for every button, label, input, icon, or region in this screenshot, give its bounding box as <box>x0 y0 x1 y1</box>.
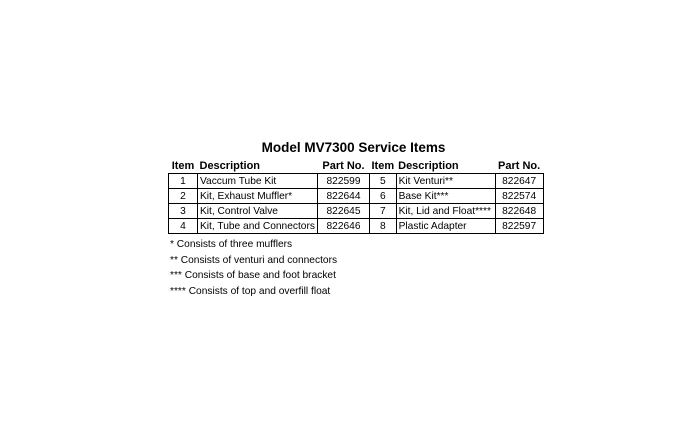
footnote: ** Consists of venturi and connectors <box>170 254 338 266</box>
item-number: 8 <box>370 219 397 234</box>
item-number: 2 <box>169 189 198 204</box>
header-part-no-2: Part No. <box>498 159 541 172</box>
item-description: Kit, Control Valve <box>198 204 318 219</box>
part-number: 822645 <box>318 204 370 219</box>
item-number: 1 <box>169 174 198 189</box>
part-number: 822646 <box>318 219 370 234</box>
page-title: Model MV7300 Service Items <box>261 140 446 155</box>
part-number: 822599 <box>318 174 370 189</box>
part-number: 822647 <box>495 174 543 189</box>
item-number: 7 <box>370 204 397 219</box>
header-description: Description <box>199 159 261 172</box>
footnote: *** Consists of base and foot bracket <box>170 270 336 281</box>
table-row <box>169 219 544 234</box>
item-description: Vaccum Tube Kit <box>198 174 318 189</box>
item-description: Kit, Tube and Connectors <box>198 219 318 234</box>
part-number: 822597 <box>495 219 543 234</box>
header-item: Item <box>171 159 195 172</box>
table-row <box>169 174 544 189</box>
header-description-2: Description <box>398 159 459 172</box>
part-number: 822574 <box>495 189 543 204</box>
part-number: 822648 <box>495 204 543 219</box>
item-number: 3 <box>169 204 198 219</box>
table-header-row <box>169 158 544 174</box>
item-description: Kit Venturi** <box>396 174 495 189</box>
footnote: * Consists of three mufflers <box>170 239 293 250</box>
footnotes <box>170 237 337 299</box>
item-description: Kit, Exhaust Muffler* <box>198 189 318 204</box>
table-row <box>169 204 544 219</box>
footnote: **** Consists of top and overfill float <box>170 285 331 297</box>
header-part-no: Part No. <box>322 159 365 172</box>
table-row <box>169 189 544 204</box>
item-description: Kit, Lid and Float**** <box>396 204 495 219</box>
header-item-2: Item <box>371 159 395 172</box>
service-items-table <box>168 158 544 234</box>
part-number: 822644 <box>318 189 370 204</box>
item-description: Base Kit*** <box>396 189 495 204</box>
item-number: 4 <box>169 219 198 234</box>
item-number: 6 <box>370 189 397 204</box>
item-description: Plastic Adapter <box>396 219 495 234</box>
item-number: 5 <box>370 174 397 189</box>
